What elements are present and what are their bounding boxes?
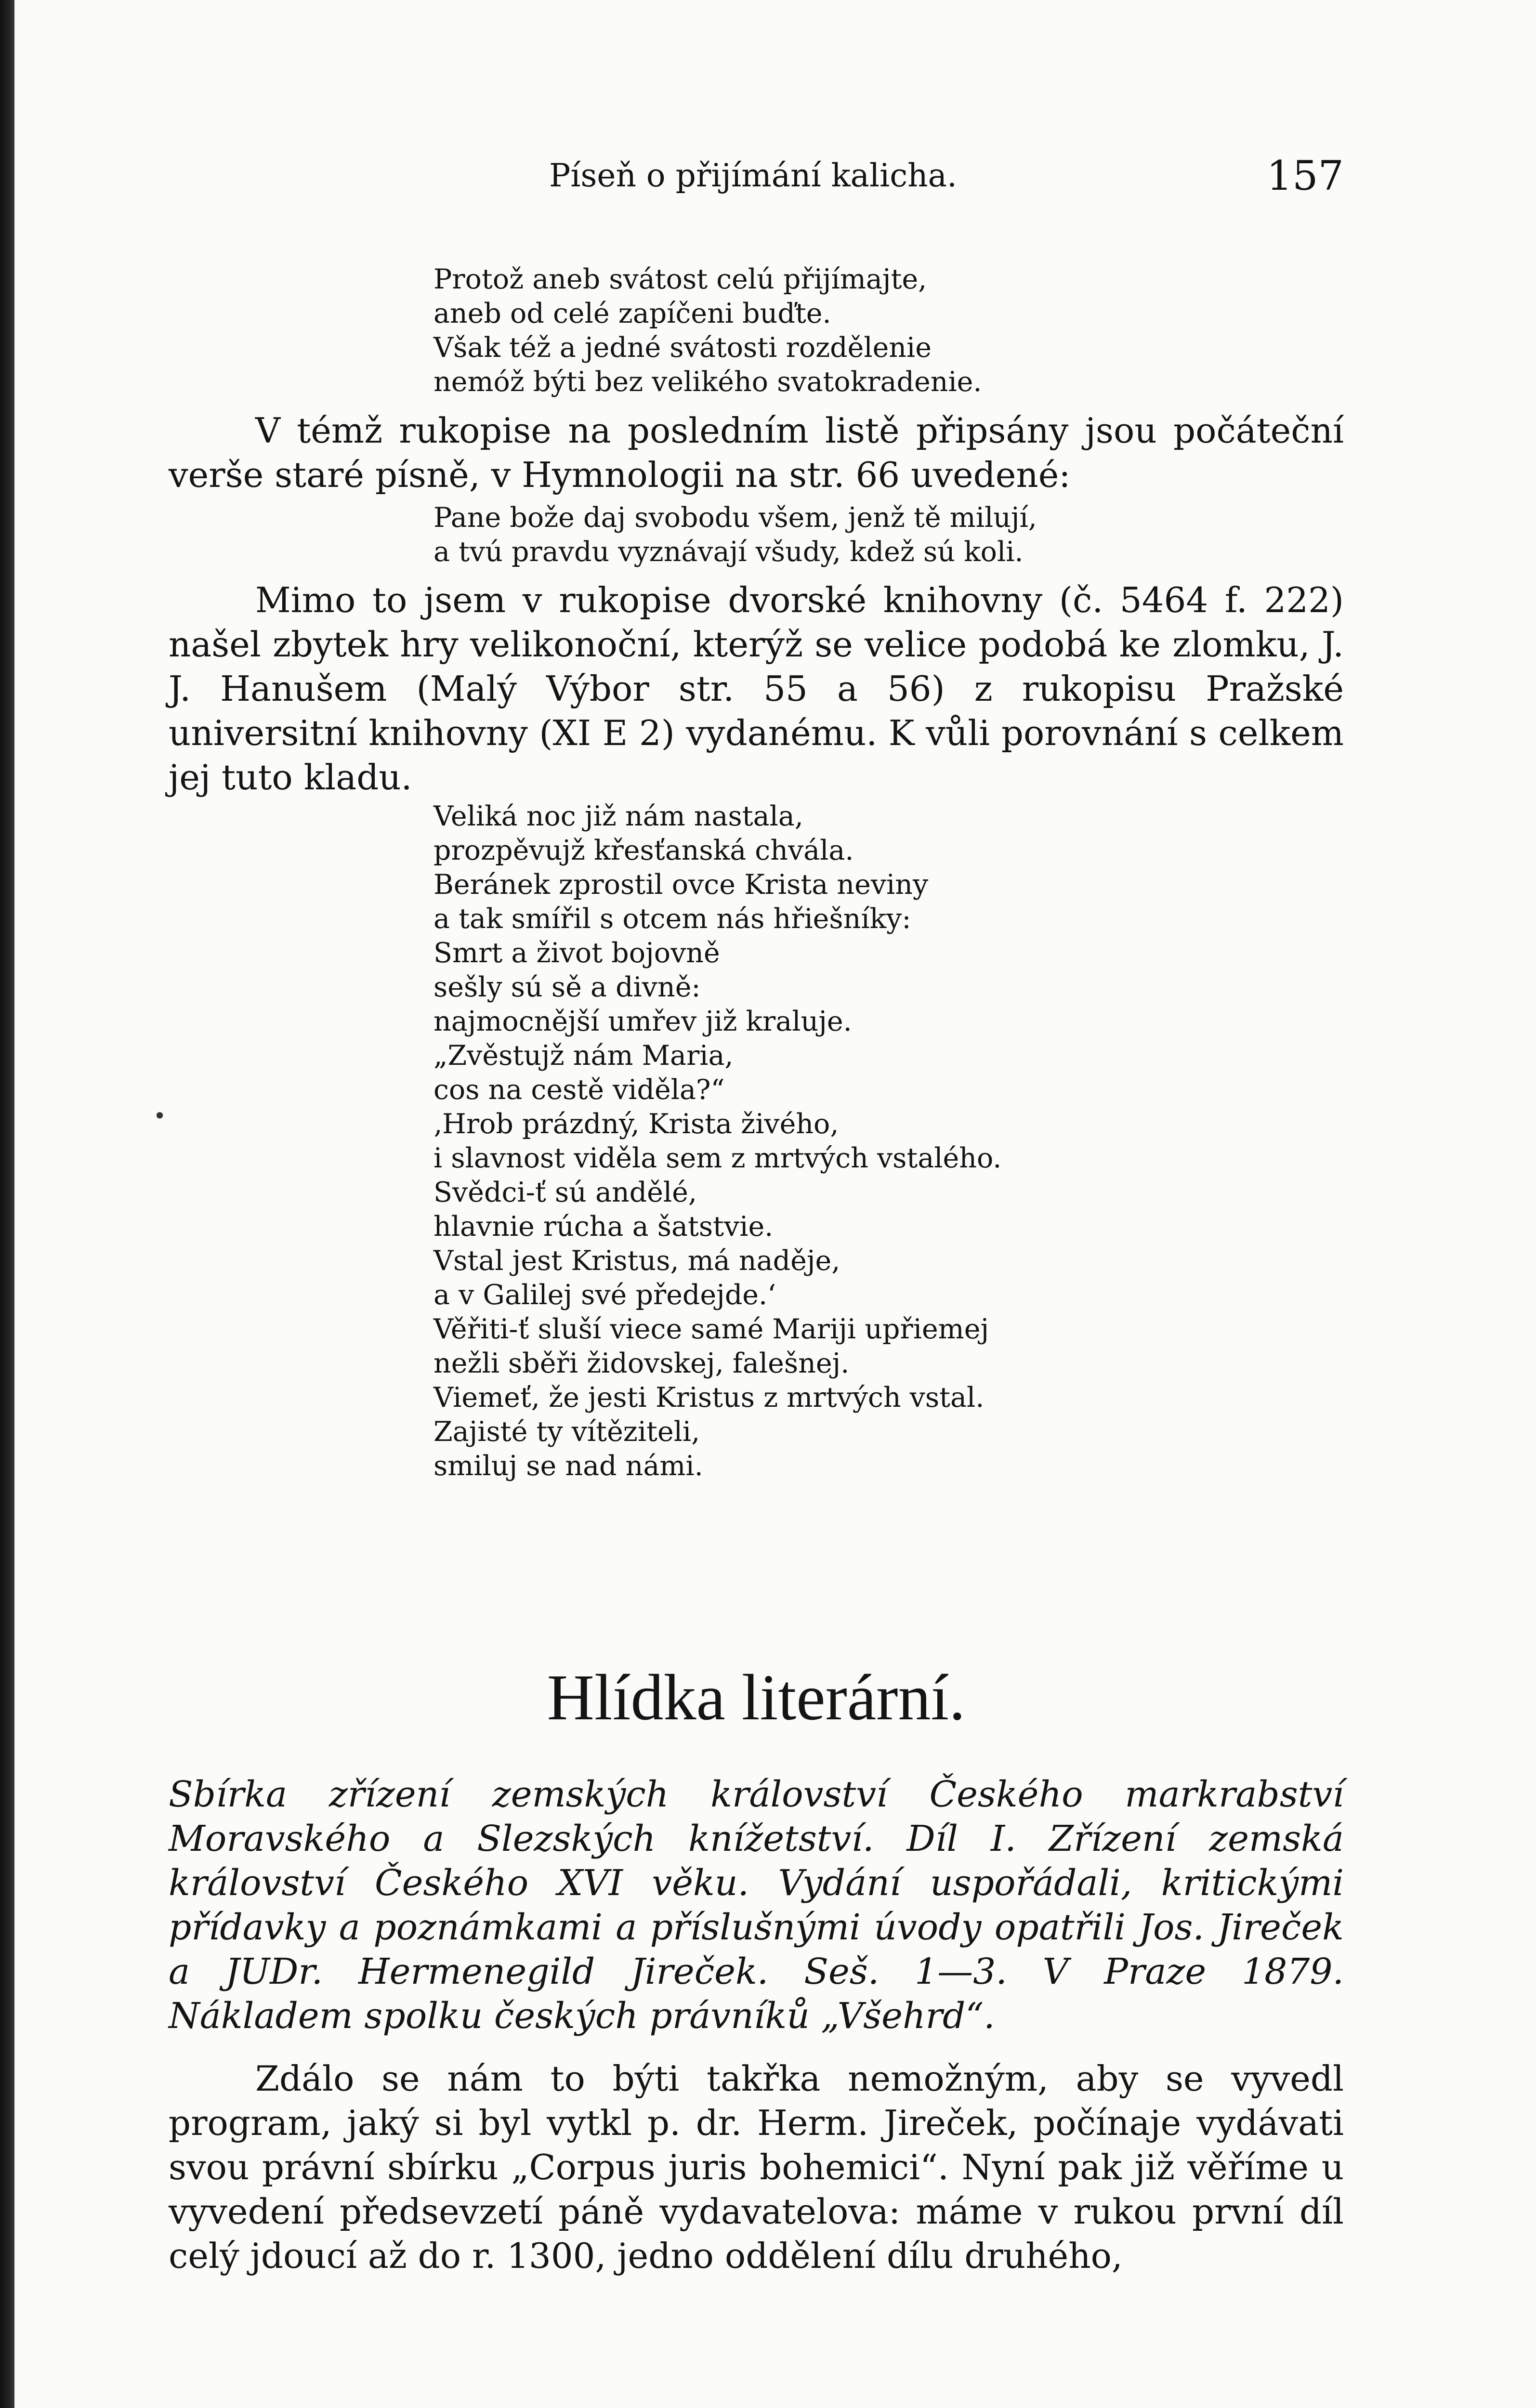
verse-line: „Zvěstujž nám Maria,: [433, 1040, 734, 1072]
verse-line: ‚Hrob prázdný, Krista živého,: [433, 1108, 839, 1140]
verse-line: Beránek zprostil ovce Krista neviny: [433, 869, 929, 901]
verse-line: prozpěvujž křesťanská chvála.: [433, 835, 854, 866]
verse-line: Však též a jedné svátosti rozdělenie: [433, 332, 932, 364]
verse-line: Zajisté ty vítěziteli,: [433, 1416, 700, 1448]
verse-line: Pane bože daj svobodu všem, jenž tě milují,: [433, 502, 1037, 534]
verse-line: najmocnější umřev již kraluje.: [433, 1006, 852, 1037]
verse-line: Viemeť, že jesti Kristus z mrtvých vstal.: [433, 1382, 985, 1413]
verse-line: Vstal jest Kristus, má naděje,: [433, 1245, 840, 1277]
verse-block-3: [169, 799, 1344, 1483]
paragraph-3: Zdálo se nám to býti takřka nemožným, aby se vyvedl program, jaký si byl vytkl p. dr. Herm. Jireček, počínaje vydávati svou právní sbírku „Corpus juris bohemici“. Nyní pak již věříme u vyvedení předsevzetí páně vydavatelova: máme v rukou první díl celý jdoucí až do r. 1300, jedno oddělení dílu druhého,: [169, 2058, 1344, 2276]
verse-line: Protož aneb svátost celú přijímajte,: [433, 263, 927, 295]
verse-line: Veliká noc již nám nastala,: [433, 800, 803, 832]
verse-line: a tak smířil s otcem nás hřiešníky:: [433, 903, 911, 935]
verse-block-2: [169, 501, 1344, 569]
page-spine-shadow: [0, 0, 14, 2408]
paragraph-1: V témž rukopise na posledním listě připsány jsou počáteční verše staré písně, v Hymnologii na str. 66 uvedené:: [169, 410, 1344, 495]
verse-line: aneb od celé zapíčeni buďte.: [433, 298, 831, 329]
verse-line: hlavnie rúcha a šatstvie.: [433, 1211, 774, 1243]
margin-mark: •: [153, 1103, 167, 1129]
verse-line: Svědci-ť sú andělé,: [433, 1177, 697, 1208]
verse-line: nežli sběři židovskej, falešnej.: [433, 1348, 850, 1379]
page-number: 157: [1266, 152, 1344, 199]
section-heading: Hlídka literární.: [547, 1662, 966, 1734]
verse-block-1: [169, 262, 1344, 399]
review-title: Sbírka zřízení zemských království Českého markrabství Moravského a Slezských knížetství. Díl I. Zřízení zemská království Českého XVI věku. Vydání uspořádali, kritickými přídavky a poznámkami a příslušnými úvody opatřili Jos. Jireček a JUDr. Hermenegild Jireček. Seš. 1—3. V Praze 1879. Nákladem spolku českých právníků „Všehrd“.: [169, 1774, 1344, 2037]
verse-line: Věřiti-ť sluší viece samé Mariji upřiemej: [433, 1313, 989, 1345]
verse-line: sešly sú sě a divně:: [433, 971, 701, 1003]
running-header: [549, 154, 1344, 197]
verse-line: Smrt a život bojovně: [433, 937, 720, 969]
verse-line: cos na cestě viděla?“: [433, 1074, 725, 1106]
verse-line: a tvú pravdu vyznávají všudy, kdež sú koli.: [433, 536, 1024, 568]
paragraph-2: Mimo to jsem v rukopise dvorské knihovny (č. 5464 f. 222) našel zbytek hry velikonoční, kterýž se velice podobá ke zlomku, J. J. Hanušem (Malý Výbor str. 55 a 56) z rukopisu Pražské universitní knihovny (XI E 2) vydanému. K vůli porovnání s celkem jej tuto kladu.: [169, 580, 1344, 798]
running-title: Píseň o přijímání kalicha.: [549, 157, 958, 194]
verse-line: nemóž býti bez velikého svatokradenie.: [433, 366, 982, 398]
verse-line: i slavnost viděla sem z mrtvých vstalého.: [433, 1142, 1002, 1174]
verse-line: a v Galilej své předejde.‘: [433, 1279, 776, 1311]
verse-line: smiluj se nad námi.: [433, 1450, 703, 1482]
